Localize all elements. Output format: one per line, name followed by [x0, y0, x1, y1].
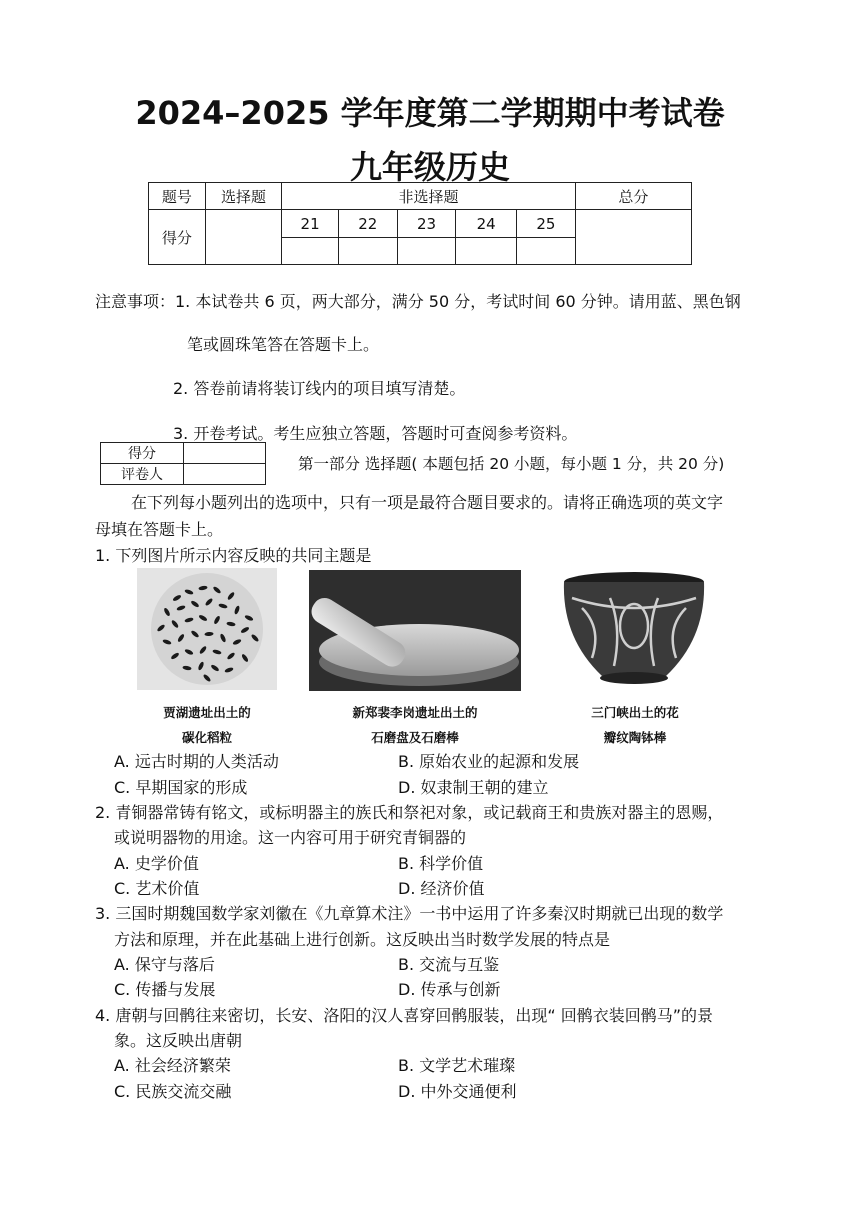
question-4-stem-line-1: 4. 唐朝与回鹘往来密切，长安、洛阳的汉人喜穿回鹘服装，出现“ 回鹘衣装回鹘马”的景 [95, 1006, 714, 1025]
grinding-stone-caption-line-1: 新郑裴李岗遗址出土的 [352, 705, 478, 720]
score-cell-choice [205, 210, 282, 265]
question-3-option-d: D. 传承与创新 [398, 980, 501, 999]
score-cell-24 [456, 238, 517, 265]
question-1-option-d: D. 奴隶制王朝的建立 [398, 778, 549, 797]
question-3-stem-line-2: 方法和原理，并在此基础上进行创新。这反映出当时数学发展的特点是 [114, 930, 611, 949]
pottery-bowl-drawing [552, 568, 716, 692]
score-table-header-total: 总分 [575, 183, 691, 210]
score-table-header-choice: 选择题 [205, 183, 282, 210]
rice-grains-image [137, 568, 277, 690]
grinding-stone-caption [320, 700, 510, 750]
score-cell-22 [338, 238, 397, 265]
exam-title: 2024–2025 学年度第二学期期中考试卷 [135, 94, 725, 132]
question-4-option-b: B. 文学艺术璀璨 [398, 1056, 516, 1075]
score-cell-total [575, 210, 691, 265]
score-table-qno-22: 22 [338, 210, 397, 238]
question-3-stem-line-1: 3. 三国时期魏国数学家刘徽在《九章算术注》一书中运用了许多秦汉时期就已出现的数学 [95, 904, 724, 923]
part1-instruction-line-1: 在下列每小题列出的选项中，只有一项是最符合题目要求的。请将正确选项的英文字 [131, 493, 724, 512]
grader-box-score-cell [184, 443, 266, 464]
question-3-option-a: A. 保守与落后 [114, 955, 215, 974]
pottery-bowl-caption-line-2: 瓣纹陶钵棒 [603, 730, 667, 745]
score-cell-25 [517, 238, 576, 265]
question-3-option-c: C. 传播与发展 [114, 980, 216, 999]
question-4-option-c: C. 民族交流交融 [114, 1082, 232, 1101]
grader-box-grader-cell [184, 464, 266, 485]
question-2-option-c: C. 艺术价值 [114, 879, 200, 898]
rice-grains-caption-line-2: 碳化稻粒 [181, 730, 232, 745]
score-table [148, 182, 692, 265]
score-cell-23 [397, 238, 456, 265]
question-3-option-b: B. 交流与互鉴 [398, 955, 500, 974]
painted-pottery-bowl-image [552, 568, 716, 692]
question-1-option-b: B. 原始农业的起源和发展 [398, 752, 580, 771]
grinding-stone-image [309, 570, 521, 691]
question-2-stem-line-2: 或说明器物的用途。这一内容可用于研究青铜器的 [114, 828, 467, 847]
part1-instruction-line-2: 母填在答题卡上。 [95, 520, 224, 539]
part1-heading: 第一部分 选择题( 本题包括 20 小题，每小题 1 分，共 20 分) [298, 455, 725, 473]
question-4-option-d: D. 中外交通便利 [398, 1082, 517, 1101]
question-1-stem: 1. 下列图片所示内容反映的共同主题是 [95, 546, 372, 565]
pottery-bowl-caption [560, 700, 710, 750]
question-2-stem-line-1: 2. 青铜器常铸有铭文，或标明器主的族氏和祭祀对象，或记载商王和贵族对器主的恩赐， [95, 803, 724, 822]
grader-box-score-label: 得分 [101, 443, 184, 464]
exam-subtitle: 九年级历史 [349, 148, 510, 186]
question-4-option-a: A. 社会经济繁荣 [114, 1056, 231, 1075]
rice-grains-drawing [137, 568, 277, 690]
rice-grains-caption-line-1: 贾湖遗址出土的 [163, 705, 251, 720]
pottery-bowl-caption-line-1: 三门峡出土的花 [591, 705, 679, 720]
rice-grains-caption [132, 700, 282, 750]
question-2-option-b: B. 科学价值 [398, 854, 484, 873]
score-table-header-nonchoice: 非选择题 [282, 183, 576, 210]
question-1-option-c: C. 早期国家的形成 [114, 778, 248, 797]
score-table-qno-24: 24 [456, 210, 517, 238]
score-table-qno-21: 21 [282, 210, 339, 238]
score-table-qno-23: 23 [397, 210, 456, 238]
score-cell-21 [282, 238, 339, 265]
score-table-qno-25: 25 [517, 210, 576, 238]
question-4-stem-line-2: 象。这反映出唐朝 [114, 1031, 243, 1050]
notes-line-1: 注意事项：1. 本试卷共 6 页，两大部分，满分 50 分，考试时间 60 分钟。请用蓝、黑色钢 [95, 292, 741, 311]
grader-box-grader-label: 评卷人 [101, 464, 184, 485]
score-table-header-qno: 题号 [149, 183, 206, 210]
notes-line-2: 笔或圆珠笔答在答题卡上。 [187, 335, 380, 354]
score-table-row-label: 得分 [149, 210, 206, 265]
grinding-stone-drawing [309, 570, 521, 691]
question-1-option-a: A. 远古时期的人类活动 [114, 752, 279, 771]
grader-box [100, 442, 266, 485]
question-2-option-d: D. 经济价值 [398, 879, 485, 898]
grinding-stone-caption-line-2: 石磨盘及石磨棒 [371, 730, 459, 745]
notes-line-3: 2. 答卷前请将装订线内的项目填写清楚。 [173, 379, 466, 398]
notes-line-4: 3. 开卷考试。考生应独立答题，答题时可查阅参考资料。 [173, 424, 578, 443]
question-2-option-a: A. 史学价值 [114, 854, 199, 873]
